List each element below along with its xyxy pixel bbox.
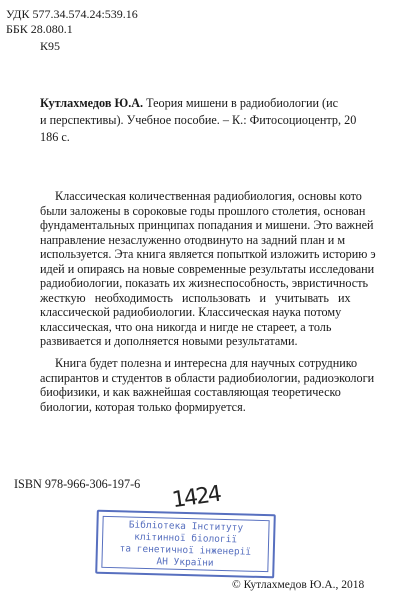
abstract-line: Классическая количественная радиобиология, основы кото <box>55 189 362 203</box>
abstract-line: фундаментальных принципах попадания и мишени. Это важней <box>40 218 374 232</box>
abstract-line: идей и опираясь на новые современные результаты исследовани <box>40 261 375 276</box>
author-code: К95 <box>40 39 61 53</box>
abstract-line: развивается и дополняется новыми результатами. <box>40 334 298 348</box>
abstract-line: используется. Эта книга является попыткой изложить историю э <box>40 247 376 261</box>
abstract-line: жесткую необходимость использовать и учитывать их <box>40 290 351 305</box>
abstract-line: были заложены в сороковые годы прошлого столетия, основан <box>40 203 366 218</box>
stamp-line: клітинної біології <box>134 531 238 546</box>
library-stamp <box>95 510 276 579</box>
abstract-line: радиобиологии, показать их жизнеспособность, эвристичность <box>40 276 369 290</box>
isbn: ISBN 978-966-306-197-6 <box>14 477 141 491</box>
citation-line-1 <box>40 96 338 110</box>
stamp-line: Бібліотека Інституту <box>128 519 244 534</box>
abstract-line: направление незаслуженно отодвинуто на задний план и м <box>40 232 346 247</box>
abstract-line: аспирантов и студентов в области радиобиологии, радиоэкологи <box>40 370 375 385</box>
stamp-line: АН України <box>156 556 214 569</box>
abstract-line: биофизики, и как важнейшая составляющая теоретическо <box>40 385 341 399</box>
stamp-inner-border <box>101 516 269 572</box>
abstract-line: классической радиобиологии. Классическая наука потому <box>40 305 342 319</box>
citation-line-2: и перспективы). Учебное пособие. – К.: Фитосоциоцентр, 20 <box>40 113 357 127</box>
citation-line-3: 186 с. <box>40 130 70 144</box>
citation-title: Теория мишени в радиобиологии (ис <box>143 96 339 110</box>
citation-author: Кутлахмедов Ю.А. <box>40 96 144 110</box>
bbk-code: ББК 28.080.1 <box>6 22 73 36</box>
abstract-line: биологии, которая только формируется. <box>40 399 246 414</box>
stamp-line: та генетичної інженерії <box>119 543 252 558</box>
handwritten-inventory-number: 1424 <box>170 481 222 514</box>
abstract-line: Книга будет полезна и интересна для научных сотруднико <box>55 356 358 370</box>
abstract-line: классическая, что она никогда и нигде не стареет, а толь <box>40 319 332 334</box>
udk-code: УДК 577.34.574.24:539.16 <box>6 7 138 21</box>
copyright: © Кутлахмедов Ю.А., 2018 <box>232 579 365 591</box>
